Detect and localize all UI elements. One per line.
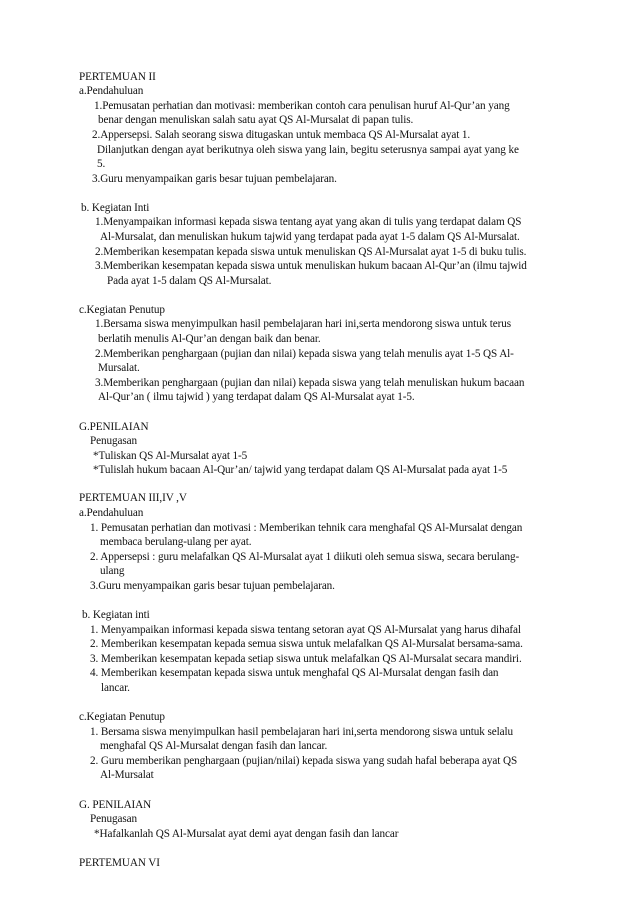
- text-line: Penugasan: [90, 435, 137, 447]
- text-line: G. PENILAIAN: [79, 799, 152, 811]
- text-line: 2.Memberikan kesempatan kepada siswa untuk menuliskan QS Al-Mursalat ayat 1-5 di buku tulis.: [95, 246, 527, 258]
- text-line: 5.: [97, 158, 106, 170]
- text-line: *Tulislah hukum bacaan Al-Qur’an/ tajwid yang terdapat dalam QS Al-Mursalat pada ayat 1-5: [93, 464, 508, 476]
- text-line: Al-Mursalat, dan menuliskan hukum tajwid yang terdapat pada ayat 1-5 dalam QS Al-Mursalat.: [100, 231, 520, 243]
- text-line: 2. Guru memberikan penghargaan (pujian/nilai) kepada siswa yang sudah hafal beberapa ayat QS: [90, 755, 518, 767]
- text-line: PERTEMUAN III,IV ,V: [79, 492, 187, 504]
- text-line: a.Pendahuluan: [79, 85, 144, 97]
- text-line: 1.Menyampaikan informasi kepada siswa tentang ayat yang akan di tulis yang terdapat dalam QS: [95, 216, 522, 228]
- text-line: PERTEMUAN II: [79, 71, 156, 83]
- text-line: 1. Bersama siswa menyimpulkan hasil pembelajaran hari ini,serta mendorong siswa untuk selalu: [90, 726, 513, 738]
- text-line: 3. Memberikan kesempatan kepada setiap siswa untuk melafalkan QS Al-Mursalat secara mandiri.: [90, 653, 522, 665]
- text-line: Penugasan: [90, 813, 137, 825]
- text-line: 3.Memberikan penghargaan (pujian dan nilai) kepada siswa yang telah menuliskan hukum bacaan: [95, 377, 525, 389]
- text-line: c.Kegiatan Penutup: [79, 304, 165, 316]
- text-line: Dilanjutkan dengan ayat berikutnya oleh siswa yang lain, begitu seterusnya sampai ayat yang ke: [97, 144, 519, 156]
- text-line: 3.Memberikan kesempatan kepada siswa untuk menuliskan hukum bacaan Al-Qur’an (ilmu tajwid: [95, 260, 527, 272]
- text-line: Pada ayat 1-5 dalam QS Al-Mursalat.: [107, 275, 272, 287]
- text-line: 2. Memberikan kesempatan kepada semua siswa untuk melafalkan QS Al-Mursalat bersama-sama.: [90, 638, 523, 650]
- text-line: membaca berulang-ulang per ayat.: [100, 536, 252, 548]
- text-line: menghafal QS Al-Mursalat dengan fasih dan lancar.: [100, 740, 328, 752]
- text-line: PERTEMUAN VI: [79, 857, 160, 869]
- text-line: c.Kegiatan Penutup: [79, 711, 165, 723]
- text-line: berlatih menulis Al-Qur’an dengan baik dan benar.: [98, 333, 321, 345]
- text-line: benar dengan menuliskan salah satu ayat QS Al-Mursalat di papan tulis.: [98, 114, 414, 126]
- text-line: 4. Memberikan kesempatan kepada siswa untuk menghafal QS Al-Mursalat dengan fasih dan: [90, 667, 499, 679]
- text-line: 1. Pemusatan perhatian dan motivasi : Memberikan tehnik cara menghafal QS Al-Mursalat dengan: [90, 522, 523, 534]
- text-line: *Hafalkanlah QS Al-Mursalat ayat demi ayat dengan fasih dan lancar: [94, 828, 399, 840]
- text-line: Al-Mursalat: [100, 769, 154, 781]
- text-line: 2. Appersepsi : guru melafalkan QS Al-Mursalat ayat 1 diikuti oleh semua siswa, secara berulang-: [90, 551, 520, 563]
- text-line: *Tuliskan QS Al-Mursalat ayat 1-5: [93, 450, 248, 462]
- text-line: b. Kegiatan Inti: [81, 202, 150, 214]
- text-line: 1. Menyampaikan informasi kepada siswa tentang setoran ayat QS Al-Mursalat yang harus dihafal: [90, 624, 521, 636]
- text-line: 2.Appersepsi. Salah seorang siswa ditugaskan untuk membaca QS Al-Mursalat ayat 1.: [92, 129, 471, 141]
- text-line: 3.Guru menyampaikan garis besar tujuan pembelajaran.: [92, 173, 337, 185]
- text-line: a.Pendahuluan: [79, 507, 144, 519]
- text-line: 3.Guru menyampaikan garis besar tujuan pembelajaran.: [90, 580, 335, 592]
- text-line: ulang: [100, 565, 125, 577]
- text-line: G.PENILAIAN: [79, 421, 149, 433]
- text-line: Al-Qur’an ( ilmu tajwid ) yang terdapat dalam QS Al-Mursalat ayat 1-5.: [98, 391, 415, 403]
- text-line: 1.Pemusatan perhatian dan motivasi: memberikan contoh cara penulisan huruf Al-Qur’an yang: [94, 100, 510, 112]
- text-line: b. Kegiatan inti: [82, 609, 150, 621]
- text-line: Mursalat.: [98, 362, 140, 374]
- text-line: lancar.: [101, 682, 130, 694]
- text-line: 2.Memberikan penghargaan (pujian dan nilai) kepada siswa yang telah menulis ayat 1-5 QS Al-: [95, 348, 514, 360]
- text-line: 1.Bersama siswa menyimpulkan hasil pembelajaran hari ini,serta mendorong siswa untuk terus: [95, 318, 512, 330]
